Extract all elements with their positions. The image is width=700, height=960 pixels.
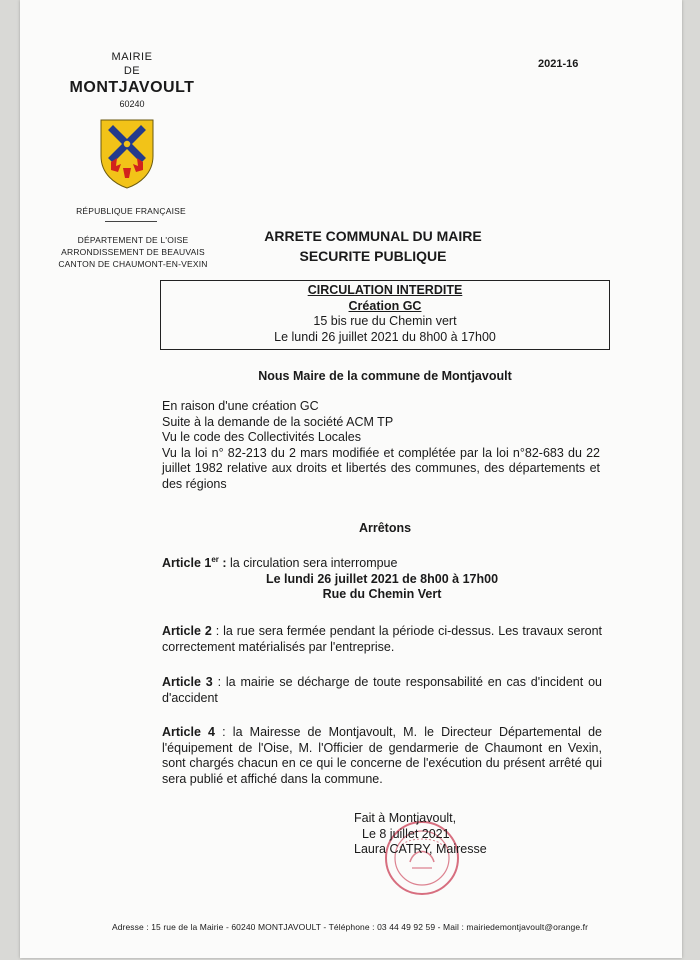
nous-maire-heading: Nous Maire de la commune de Montjavoult	[258, 369, 512, 383]
article-1-sup: er	[211, 555, 219, 564]
article-1-street: Rue du Chemin Vert	[322, 587, 442, 602]
box-line4: Le lundi 26 juillet 2021 du 8h00 à 17h00	[274, 329, 496, 344]
article-2-label: Article 2	[162, 624, 212, 638]
article-1-label	[162, 556, 227, 570]
divider	[105, 221, 157, 222]
article-4	[162, 725, 602, 787]
footer-address: Adresse : 15 rue de la Mairie - 60240 MONTJAVOULT - Téléphone : 03 44 49 92 59 - Mail : mairiedemontjavoult@orange.fr	[111, 922, 589, 932]
signature-block	[354, 811, 487, 858]
arretons-heading: Arrêtons	[358, 521, 412, 535]
article-4-text: : la Mairesse de Montjavoult, M. le Directeur Départemental de l'équipement de l'Oise, M. l'Officier de gendarmerie de Chaumont en Vexin, sont chargés chacun en ce qui le concerne de l'exécution du présent arrêté qui sera publié et affiché dans la commune.	[162, 725, 602, 786]
box-line3: 15 bis rue du Chemin vert	[313, 314, 457, 328]
document-page	[20, 0, 682, 958]
article-1-colon: :	[218, 556, 227, 571]
summary-box	[160, 280, 610, 350]
arrete-reference: 2021-16	[538, 58, 579, 70]
signature-name: Laura CATRY, Mairesse	[354, 842, 487, 856]
article-1-label-text: Article 1	[162, 556, 212, 571]
document-title	[228, 226, 518, 266]
box-line1: CIRCULATION INTERDITE	[307, 283, 463, 297]
mairie-line1: MAIRIE	[111, 51, 153, 63]
article-3-text: : la mairie se décharge de toute responsabilité en cas d'incident ou d'accident	[162, 675, 602, 705]
article-1-text: la circulation sera interrompue	[226, 556, 398, 571]
considerant-1: En raison d'une création GC	[162, 399, 319, 413]
considerant-3: Vu le code des Collectivités Locales	[162, 430, 361, 444]
article-2-text: : la rue sera fermée pendant la période ci-dessus. Les travaux seront correctement matérialisés par l'entreprise.	[162, 624, 602, 654]
mairie-header	[66, 50, 198, 109]
arrondissement: ARRONDISSEMENT DE BEAUVAIS	[61, 247, 205, 257]
department-block	[48, 234, 218, 270]
title-line2: SECURITE PUBLIQUE	[299, 248, 447, 264]
considerant-2: Suite à la demande de la société ACM TP	[162, 414, 394, 429]
commune-name: MONTJAVOULT	[69, 79, 195, 96]
canton: CANTON DE CHAUMONT-EN-VEXIN	[58, 259, 208, 269]
title-line1: ARRETE COMMUNAL DU MAIRE	[264, 228, 482, 244]
signature-place: Fait à Montjavoult,	[354, 811, 457, 825]
considerant-4: Vu la loi n° 82-213 du 2 mars modifiée et complétée par la loi n°82-683 du 22 juillet 1982 relative aux droits et libertés des communes, des départements et des régions	[162, 445, 600, 491]
article-1	[162, 552, 602, 603]
signature-date: Le 8 juillet 2021	[362, 826, 450, 841]
article-1-date: Le lundi 26 juillet 2021 de 8h00 à 17h00	[265, 571, 499, 586]
departement: DÉPARTEMENT DE L'OISE	[77, 235, 189, 245]
republique-francaise: RÉPUBLIQUE FRANÇAISE	[76, 206, 186, 216]
article-2	[162, 624, 602, 655]
box-line2: Création GC	[348, 298, 422, 313]
considerants	[162, 399, 600, 492]
article-1-line	[162, 552, 602, 572]
article-3	[162, 675, 602, 706]
coat-of-arms-icon	[99, 118, 155, 190]
republique-block	[60, 206, 202, 228]
article-4-label: Article 4	[162, 725, 216, 739]
article-3-label: Article 3	[162, 675, 213, 689]
mairie-line2: DE	[123, 65, 141, 77]
postcode: 60240	[119, 99, 145, 109]
